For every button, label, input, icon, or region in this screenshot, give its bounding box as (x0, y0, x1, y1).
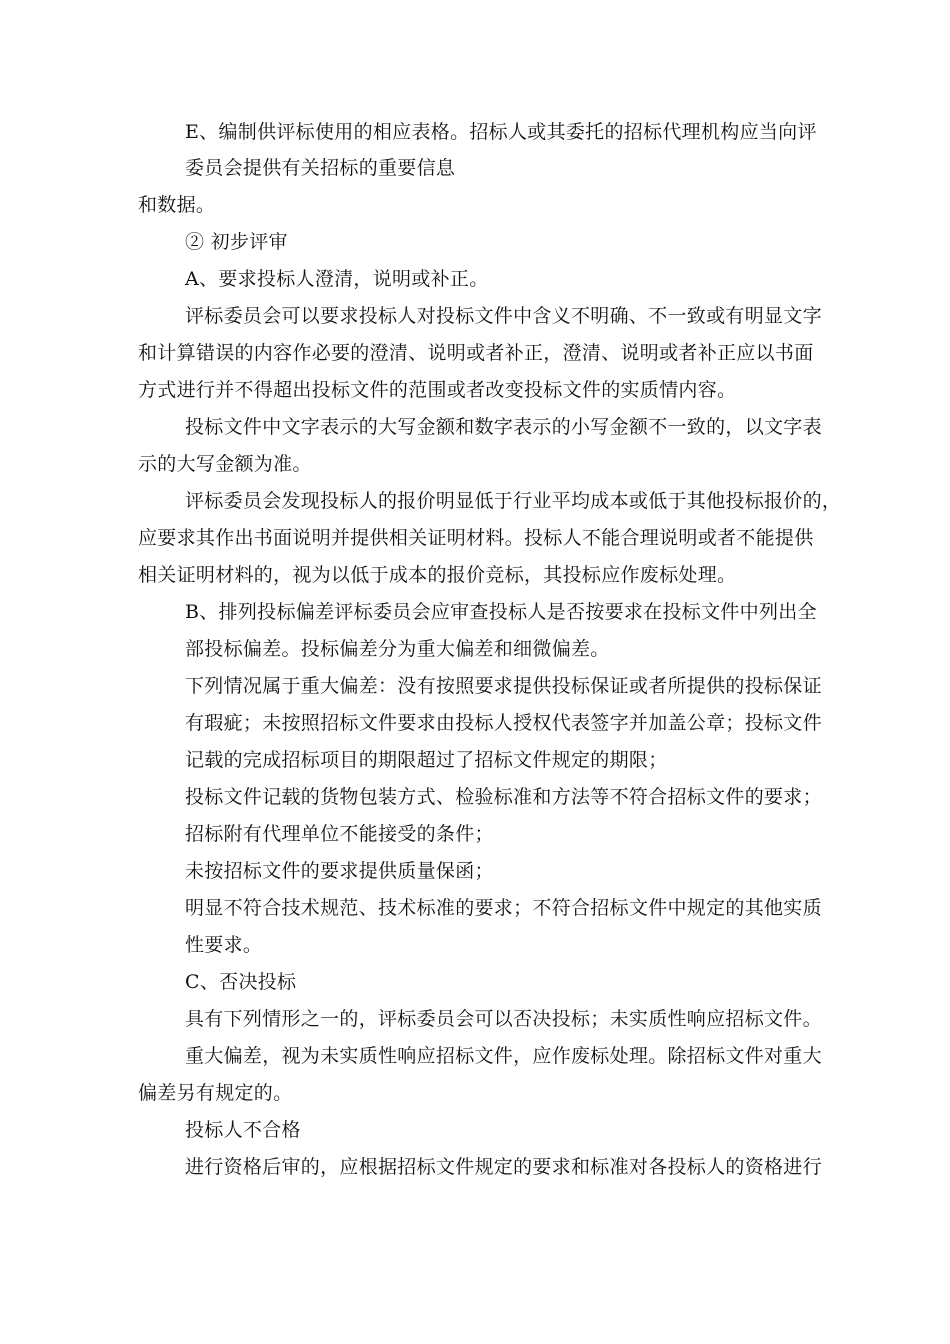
text-line: 重大偏差，视为未实质性响应招标文件，应作废标处理。除招标文件对重大 (185, 1045, 822, 1067)
text-line: 示的大写金额为准。 (138, 453, 312, 475)
text-line: 应要求其作出书面说明并提供相关证明材料。投标人不能合理说明或者不能提供 (138, 527, 814, 549)
text-line: 投标人不合格 (185, 1119, 301, 1141)
text-line: 评标委员会发现投标人的报价明显低于行业平均成本或低于其他投标报价的， (185, 490, 842, 512)
text-line: 具有下列情形之一的，评标委员会可以否决投标；未实质性响应招标文件。 (185, 1008, 822, 1030)
subsection-heading: C、否决投标 (185, 971, 297, 993)
text-line: 评标委员会可以要求投标人对投标文件中含义不明确、不一致或有明显文字 (185, 305, 822, 327)
subsection-heading: B、排列投标偏差评标委员会应审查投标人是否按要求在投标文件中列出全 (185, 601, 817, 623)
text-line: E、编制供评标使用的相应表格。招标人或其委托的招标代理机构应当向评 (185, 121, 817, 143)
text-line: 偏差另有规定的。 (138, 1082, 293, 1104)
text-line: 投标文件中文字表示的大写金额和数字表示的小写金额不一致的，以文字表 (185, 416, 822, 438)
text-line: 进行资格后审的，应根据招标文件规定的要求和标准对各投标人的资格进行 (185, 1156, 822, 1178)
text-line: 招标附有代理单位不能接受的条件； (185, 823, 494, 845)
text-line: 下列情况属于重大偏差：没有按照要求提供投标保证或者所提供的投标保证 (185, 675, 822, 697)
text-line: 记载的完成招标项目的期限超过了招标文件规定的期限； (185, 749, 668, 771)
text-line: 投标文件记载的货物包装方式、检验标准和方法等不符合招标文件的要求； (185, 786, 822, 808)
text-line: 性要求。 (185, 934, 263, 956)
text-line: 相关证明材料的，视为以低于成本的报价竞标，其投标应作废标处理。 (138, 564, 737, 586)
text-line: 和计算错误的内容作必要的澄清、说明或者补正，澄清、说明或者补正应以书面 (138, 342, 814, 364)
section-heading: ② 初步评审 (185, 231, 288, 253)
text-line: 方式进行并不得超出投标文件的范围或者改变投标文件的实质情内容。 (138, 379, 737, 401)
text-line: 部投标偏差。投标偏差分为重大偏差和细微偏差。 (185, 638, 610, 660)
subsection-heading: A、要求投标人澄清，说明或补正。 (185, 268, 489, 290)
text-line: 未按招标文件的要求提供质量保函； (185, 860, 494, 882)
text-line: 委员会提供有关招标的重要信息 (185, 157, 456, 179)
text-line: 有瑕疵；未按照招标文件要求由投标人授权代表签字并加盖公章；投标文件 (185, 712, 822, 734)
text-line: 和数据。 (138, 194, 216, 216)
text-line: 明显不符合技术规范、技术标准的要求；不符合招标文件中规定的其他实质 (185, 897, 822, 919)
